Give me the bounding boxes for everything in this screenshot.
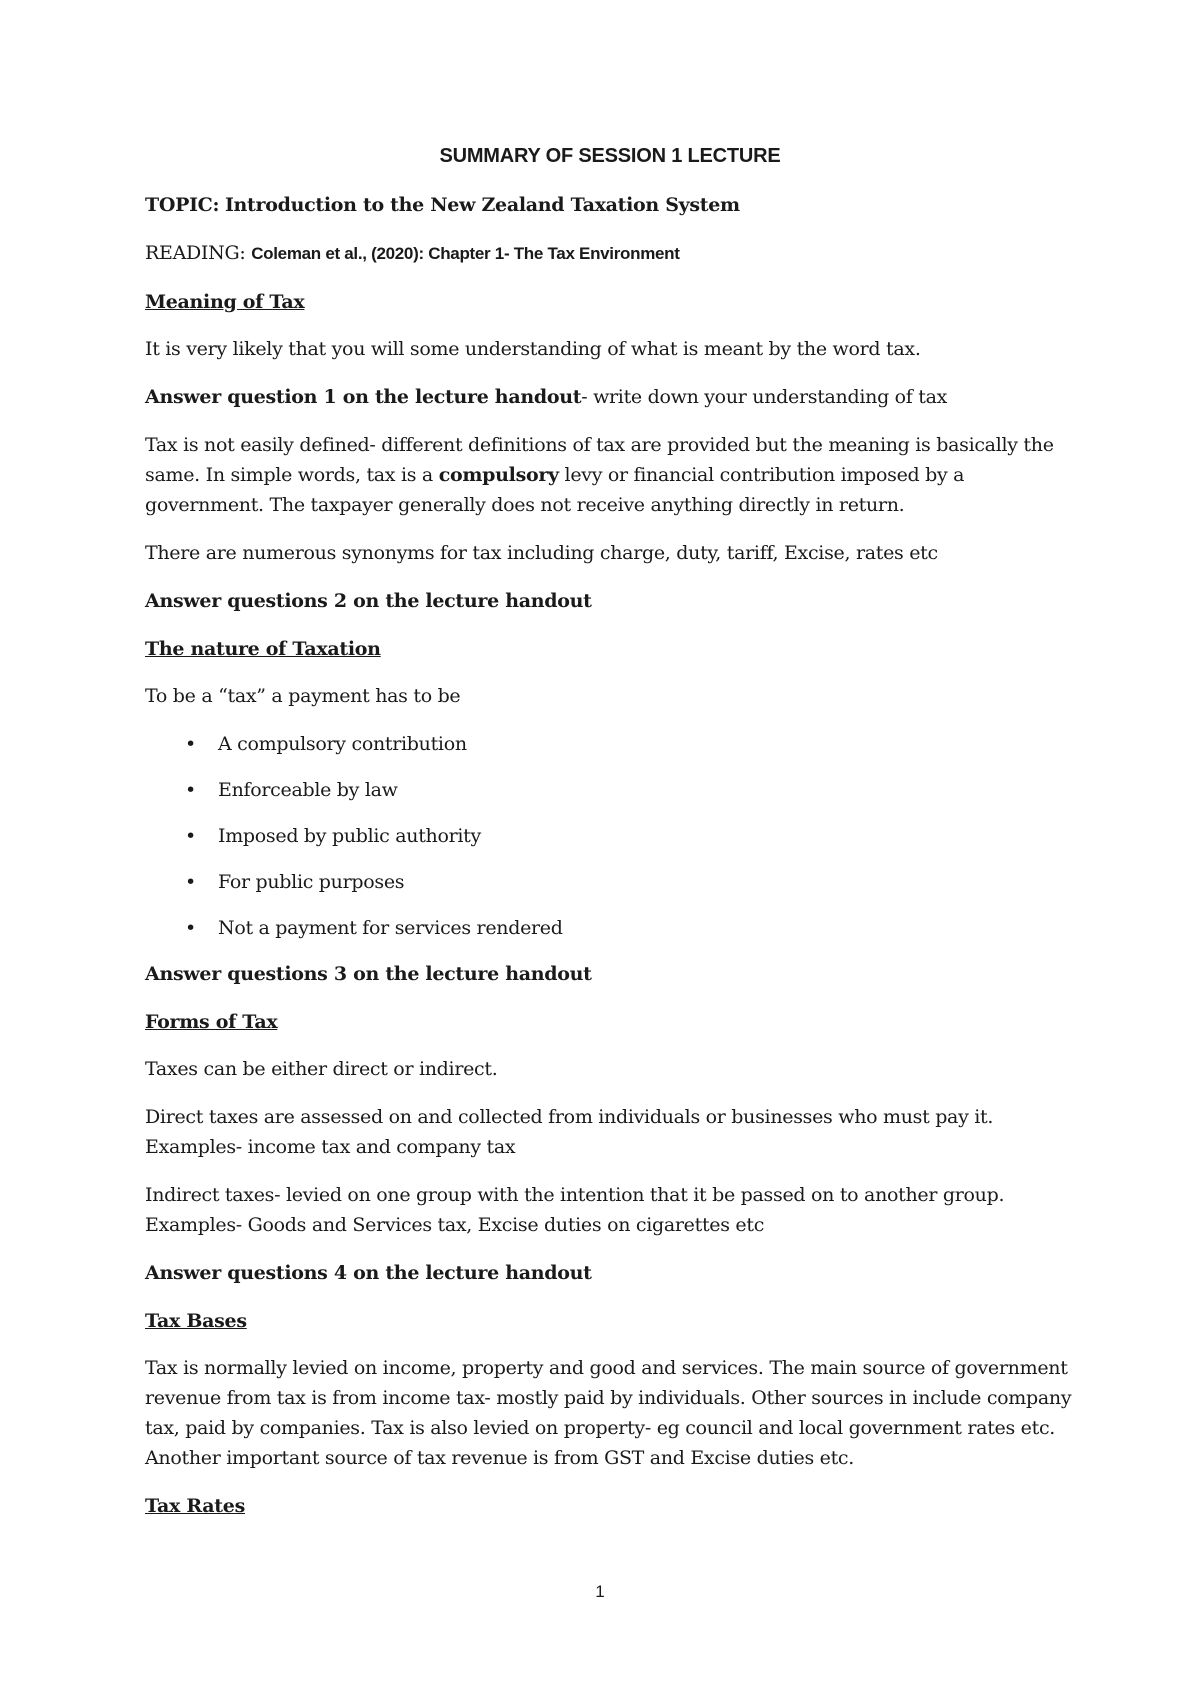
meaning-paragraph-2 xyxy=(145,430,1075,520)
question-1-rest: - write down your understanding of tax xyxy=(581,386,948,408)
list-item xyxy=(145,867,1075,897)
nature-intro: To be a “tax” a payment has to be xyxy=(145,685,461,707)
question-3-line: Answer questions 3 on the lecture handout xyxy=(145,963,592,985)
forms-paragraph-3: Indirect taxes- levied on one group with the intention that it be passed on to another group. Examples- Goods and Services tax, Excise duties on cigarettes etc xyxy=(145,1184,1005,1236)
meaning-paragraph-3: There are numerous synonyms for tax including charge, duty, tariff, Excise, rates etc xyxy=(145,542,938,564)
heading-meaning-of-tax: Meaning of Tax xyxy=(145,291,305,313)
list-item xyxy=(145,913,1075,943)
nature-bullet-list xyxy=(145,729,1075,943)
bullet-marker: • xyxy=(185,733,196,755)
bases-paragraph-1: Tax is normally levied on income, property and good and services. The main source of government revenue from tax is from income tax- mostly paid by individuals. Other sources in include company tax, paid by companies. Tax is also levied on property- eg council and local government rates etc. Another important source of tax revenue is from GST and Excise duties etc. xyxy=(145,1357,1072,1469)
bullet-marker: • xyxy=(185,917,196,939)
heading-nature-of-taxation: The nature of Taxation xyxy=(145,638,381,660)
document-title: SUMMARY OF SESSION 1 LECTURE xyxy=(439,145,781,167)
list-item xyxy=(145,775,1075,805)
forms-paragraph-1: Taxes can be either direct or indirect. xyxy=(145,1058,498,1080)
reading-text: Coleman et al., (2020): Chapter 1- The Tax Environment xyxy=(251,244,680,263)
meaning-p2-part-b: levy or financial contribution imposed by a government. The taxpayer generally does not receive anything directly in return. xyxy=(145,464,965,516)
page-number: 1 xyxy=(595,1582,605,1601)
topic-line xyxy=(145,190,1075,220)
topic-label: TOPIC: xyxy=(145,194,220,216)
heading-forms-of-tax: Forms of Tax xyxy=(145,1011,278,1033)
bullet-marker: • xyxy=(185,825,196,847)
meaning-p2-part-a: Tax is not easily defined- different definitions of tax are provided but the meaning is basically the same. In simple words, tax is a xyxy=(145,434,1054,486)
meaning-p2-bold: compulsory xyxy=(438,464,559,486)
topic-text: Introduction to the New Zealand Taxation System xyxy=(224,194,740,216)
meaning-paragraph-1: It is very likely that you will some understanding of what is meant by the word tax. xyxy=(145,338,921,360)
list-item-text: Imposed by public authority xyxy=(218,825,481,847)
heading-tax-rates: Tax Rates xyxy=(145,1495,245,1517)
list-item-text: Not a payment for services rendered xyxy=(218,917,563,939)
forms-paragraph-2: Direct taxes are assessed on and collected from individuals or businesses who must pay it. Examples- income tax and company tax xyxy=(145,1106,994,1158)
bullet-marker: • xyxy=(185,871,196,893)
question-1-line xyxy=(145,382,1075,412)
heading-tax-bases: Tax Bases xyxy=(145,1310,247,1332)
bullet-marker: • xyxy=(185,779,196,801)
list-item-text: A compulsory contribution xyxy=(218,733,467,755)
list-item xyxy=(145,821,1075,851)
reading-label: READING: xyxy=(145,242,246,264)
list-item-text: For public purposes xyxy=(218,871,405,893)
list-item-text: Enforceable by law xyxy=(218,779,398,801)
reading-line xyxy=(145,238,1075,269)
list-item xyxy=(145,729,1075,759)
question-1-bold: Answer question 1 on the lecture handout xyxy=(145,386,582,408)
page-content xyxy=(145,145,1075,1538)
question-4-line: Answer questions 4 on the lecture handout xyxy=(145,1262,592,1284)
question-2-line: Answer questions 2 on the lecture handout xyxy=(145,590,592,612)
